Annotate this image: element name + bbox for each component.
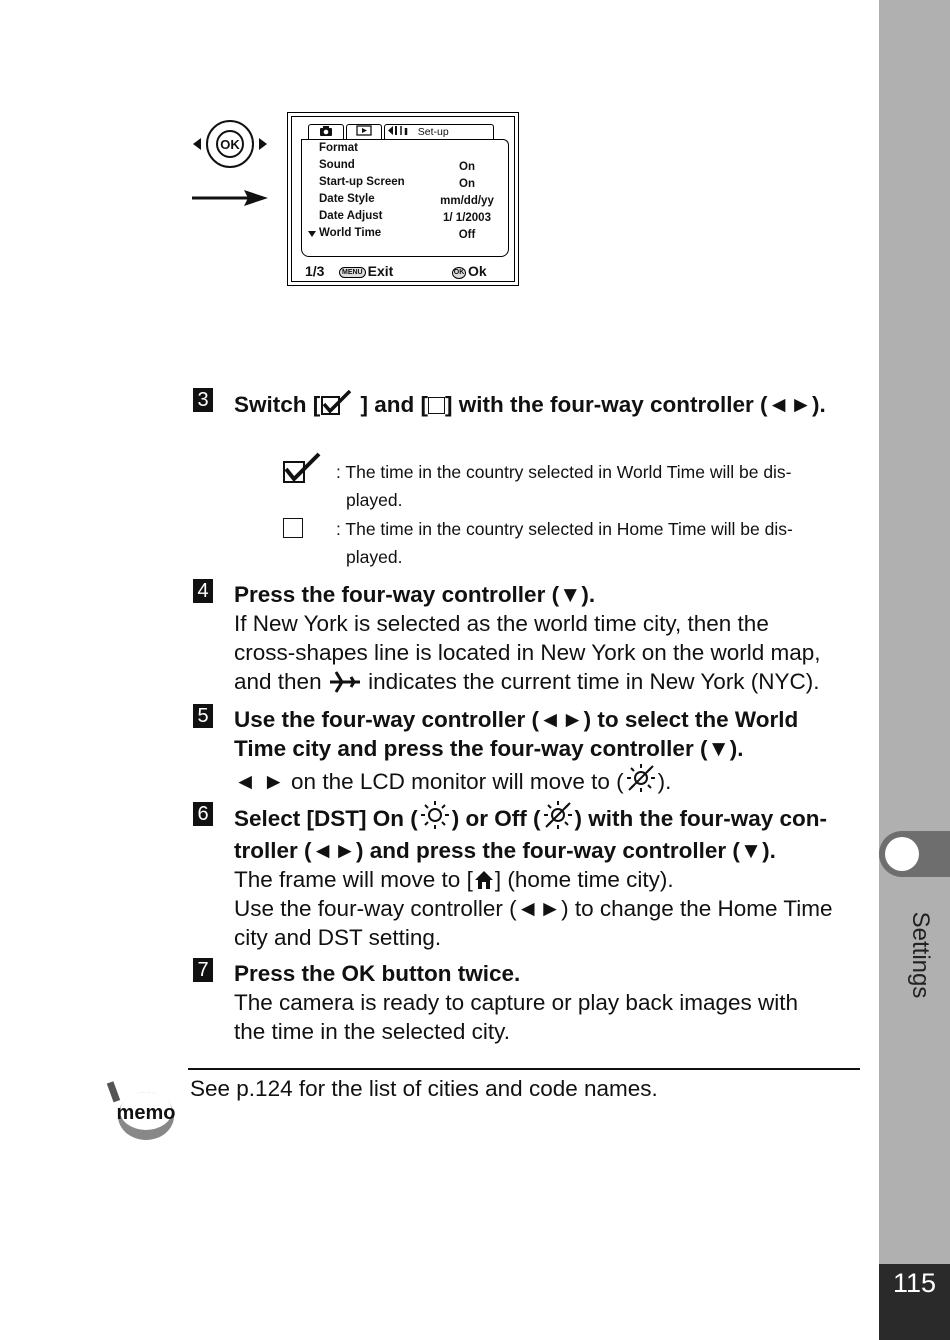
right-arrow-icon <box>192 188 268 208</box>
lcd-row-label: Sound <box>319 159 355 171</box>
option-world-time <box>282 458 862 514</box>
step-5-body-part: ◄ ► on the LCD monitor will move to ( <box>234 769 624 794</box>
step-6-title <box>234 800 864 836</box>
step-6-body: city and DST setting. <box>234 925 442 950</box>
lcd-row-value: On <box>459 178 475 190</box>
controller-ok-label: OK <box>220 137 240 152</box>
step-6-body: Use the four-way controller (◄►) to change the Home Time <box>234 896 833 921</box>
ok-key-icon: OK <box>452 267 466 279</box>
scroll-down-icon <box>308 231 316 237</box>
checked-box-icon <box>320 390 354 416</box>
lcd-screen <box>287 112 519 286</box>
step-3-title <box>234 390 864 419</box>
step-3-title-part: Switch [ <box>234 392 321 417</box>
step-4-body <box>234 667 864 696</box>
option-text: : The time in the country selected in World Time will be dis- <box>336 462 792 482</box>
empty-box-icon <box>428 397 445 414</box>
step-6-title-part: ) or Off ( <box>451 806 541 831</box>
step-4-body: If New York is selected as the world time city, then the <box>234 611 769 636</box>
lcd-page-indicator: 1/3 <box>305 263 325 279</box>
lcd-exit-hint <box>339 263 393 279</box>
step-7-title: Press the OK button twice. <box>234 961 521 986</box>
airplane-icon <box>328 671 362 693</box>
lcd-row-value: On <box>459 161 475 173</box>
page-number: 115 <box>892 1268 937 1298</box>
memo-divider <box>188 1068 860 1070</box>
camera-icon <box>319 125 333 136</box>
step-7 <box>234 959 864 1046</box>
lcd-row-value <box>412 140 522 157</box>
memo-icon-text: memo <box>116 1102 176 1124</box>
step-6-title: troller (◄►) and press the four-way controller (▼). <box>234 838 776 863</box>
step-4-body-part: indicates the current time in New York (NYC). <box>368 669 820 694</box>
step-number: 3 <box>193 388 213 412</box>
step-6-body-part: ] (home time city). <box>494 867 674 892</box>
step-5 <box>234 705 864 796</box>
step-5-title: Time city and press the four-way controller (▼). <box>234 736 744 761</box>
step-number: 5 <box>193 704 213 728</box>
step-6-body-part: The frame will move to [ <box>234 867 473 892</box>
sidebar <box>879 0 950 1340</box>
step-6 <box>234 800 864 952</box>
step-7-body: The camera is ready to capture or play back images with <box>234 990 799 1015</box>
step-5-body-part: ). <box>657 769 672 794</box>
lcd-row-value: Off <box>458 229 476 241</box>
option-text-cont: played. <box>346 547 403 567</box>
setup-tab <box>384 124 494 139</box>
option-text-cont: played. <box>346 490 403 510</box>
lcd-row-label: World Time <box>319 227 382 239</box>
step-6-body <box>234 865 864 894</box>
step-number: 7 <box>193 958 213 982</box>
step-5-title: Use the four-way controller (◄►) to select the World <box>234 707 799 732</box>
step-number: 4 <box>193 579 213 603</box>
step-6-title-part: Select [DST] On ( <box>234 806 418 831</box>
memo-icon <box>106 1078 176 1142</box>
lcd-row-label: Start-up Screen <box>319 176 405 188</box>
menu-key-icon: MENU <box>339 267 366 278</box>
step-4-body: cross-shapes line is located in New York on the world map, <box>234 640 821 665</box>
step-4-title: Press the four-way controller (▼). <box>234 582 596 607</box>
four-way-controller-icon <box>192 118 268 170</box>
dst-off-icon <box>624 763 658 793</box>
playback-icon <box>356 125 372 136</box>
camera-tab <box>308 124 344 139</box>
step-7-body: the time in the selected city. <box>234 1019 510 1044</box>
step-4 <box>234 580 864 696</box>
exit-label: Exit <box>367 263 394 279</box>
lcd-menu <box>301 139 509 257</box>
lcd-row-label: Date Style <box>319 193 375 205</box>
step-number: 6 <box>193 802 213 826</box>
dst-off-icon <box>541 800 575 830</box>
dst-on-icon <box>418 800 452 830</box>
option-text: : The time in the country selected in Home Time will be dis- <box>336 519 793 539</box>
step-6-title-part: ) with the four-way con- <box>574 806 828 831</box>
lcd-row-value: 1/ 1/2003 <box>443 212 491 224</box>
option-home-time <box>282 515 862 571</box>
lcd-row-value: mm/dd/yy <box>440 195 494 207</box>
home-icon <box>473 869 495 891</box>
step-4-body-part: and then <box>234 669 322 694</box>
step-3-title-part: ] with the four-way controller (◄►). <box>445 392 826 417</box>
section-label: Settings <box>907 911 934 999</box>
step-3-title-part: ] and [ <box>354 392 429 417</box>
memo-text: See p.124 for the list of cities and code names. <box>190 1076 658 1101</box>
playback-tab <box>346 124 382 139</box>
lcd-row-label: Date Adjust <box>319 210 383 222</box>
section-tab-marker <box>879 831 950 877</box>
ok-label: Ok <box>468 263 487 279</box>
step-5-body <box>234 763 864 796</box>
setup-icon <box>387 125 415 136</box>
lcd-row-label: Format <box>319 142 358 154</box>
setup-tab-label: Set-up <box>417 126 449 138</box>
lcd-ok-hint <box>452 263 487 279</box>
